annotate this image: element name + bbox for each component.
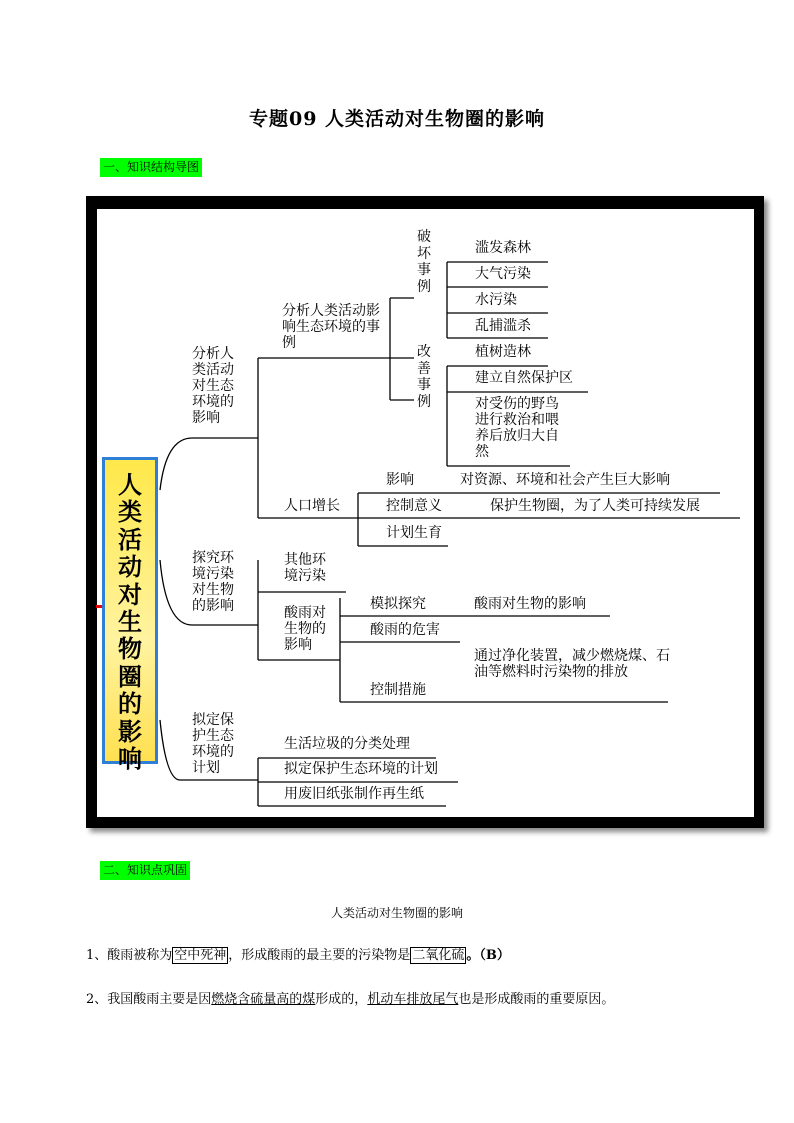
q2-mid: 形成的， bbox=[315, 992, 368, 1007]
mindmap-root-text: 人类活动对生物圈的影响 bbox=[118, 471, 142, 774]
mindmap-root bbox=[105, 472, 155, 773]
acid-rain-simulation-value: 酸雨对生物的影响 bbox=[474, 596, 586, 612]
destroy-item-2: 大气污染 bbox=[475, 266, 531, 282]
population-control-label: 控制意义 bbox=[386, 498, 442, 514]
destroy-item-3: 水污染 bbox=[475, 292, 517, 308]
acid-rain-impact-branch: 酸雨对生物的影响 bbox=[284, 605, 326, 653]
q1-prefix: 1、酸雨被称为 bbox=[86, 948, 173, 963]
root-marker bbox=[96, 605, 102, 608]
section-heading-consolidation: 二、知识点巩固 bbox=[100, 861, 190, 880]
population-control-value: 保护生物圈，为了人类可持续发展 bbox=[490, 498, 700, 514]
improve-item-2: 建立自然保护区 bbox=[475, 370, 573, 386]
improve-item-1: 植树造林 bbox=[475, 344, 531, 360]
branch-population: 人口增长 bbox=[284, 498, 340, 514]
other-pollution: 其他环境污染 bbox=[284, 552, 326, 584]
question-1 bbox=[86, 947, 510, 965]
branch-analyze-impact: 分析人类活动对生态环境的影响 bbox=[192, 346, 234, 426]
section-heading-structure: 一、知识结构导图 bbox=[100, 158, 202, 177]
q2-prefix: 2、我国酸雨主要是因 bbox=[86, 992, 212, 1007]
plan-item-2: 拟定保护生态环境的计划 bbox=[284, 761, 438, 777]
acid-rain-control-value: 通过净化装置，减少燃烧煤、石油等燃料时污染物的排放 bbox=[474, 648, 670, 680]
acid-rain-simulation-label: 模拟探究 bbox=[370, 596, 426, 612]
page-title: 专题09 人类活动对生物圈的影响 bbox=[248, 108, 546, 130]
q1-mid: ，形成酸雨的最主要的污染物是 bbox=[228, 948, 411, 963]
destroy-item-1: 滥发森林 bbox=[475, 240, 531, 256]
q1-answer-2: 二氧化硫 bbox=[412, 948, 465, 963]
plan-item-3: 用废旧纸张制作再生纸 bbox=[284, 786, 424, 802]
q2-answer-2: 机动车排放尾气 bbox=[367, 992, 459, 1007]
branch-protection-plan: 拟定保护生态环境的计划 bbox=[192, 712, 234, 776]
label-improve-examples: 改善事例 bbox=[417, 344, 431, 410]
population-impact-value: 对资源、环境和社会产生巨大影响 bbox=[460, 472, 670, 488]
q1-suffix: 。（B） bbox=[466, 948, 510, 963]
q1-answer-1: 空中死神 bbox=[174, 948, 227, 963]
question-2 bbox=[86, 991, 614, 1009]
improve-item-3: 对受伤的野鸟进行救治和喂养后放归大自然 bbox=[475, 396, 559, 460]
destroy-item-4: 乱捕滥杀 bbox=[475, 318, 531, 334]
branch-analyze-examples: 分析人类活动影响生态环境的事例 bbox=[282, 303, 380, 351]
mindmap-root-box bbox=[102, 457, 158, 774]
acid-rain-harm: 酸雨的危害 bbox=[370, 622, 440, 638]
branch-explore-pollution: 探究环境污染对生物的影响 bbox=[192, 550, 234, 614]
knowledge-subtitle: 人类活动对生物圈的影响 bbox=[330, 906, 463, 920]
population-family-planning: 计划生育 bbox=[386, 525, 442, 541]
population-impact-label: 影响 bbox=[386, 472, 414, 488]
label-destroy-examples: 破坏事例 bbox=[417, 229, 431, 295]
q2-suffix: 也是形成酸雨的重要原因。 bbox=[458, 992, 615, 1007]
q2-answer-1: 燃烧含硫量高的煤 bbox=[211, 992, 316, 1007]
acid-rain-control-label: 控制措施 bbox=[370, 682, 426, 698]
plan-item-1: 生活垃圾的分类处理 bbox=[284, 736, 410, 752]
